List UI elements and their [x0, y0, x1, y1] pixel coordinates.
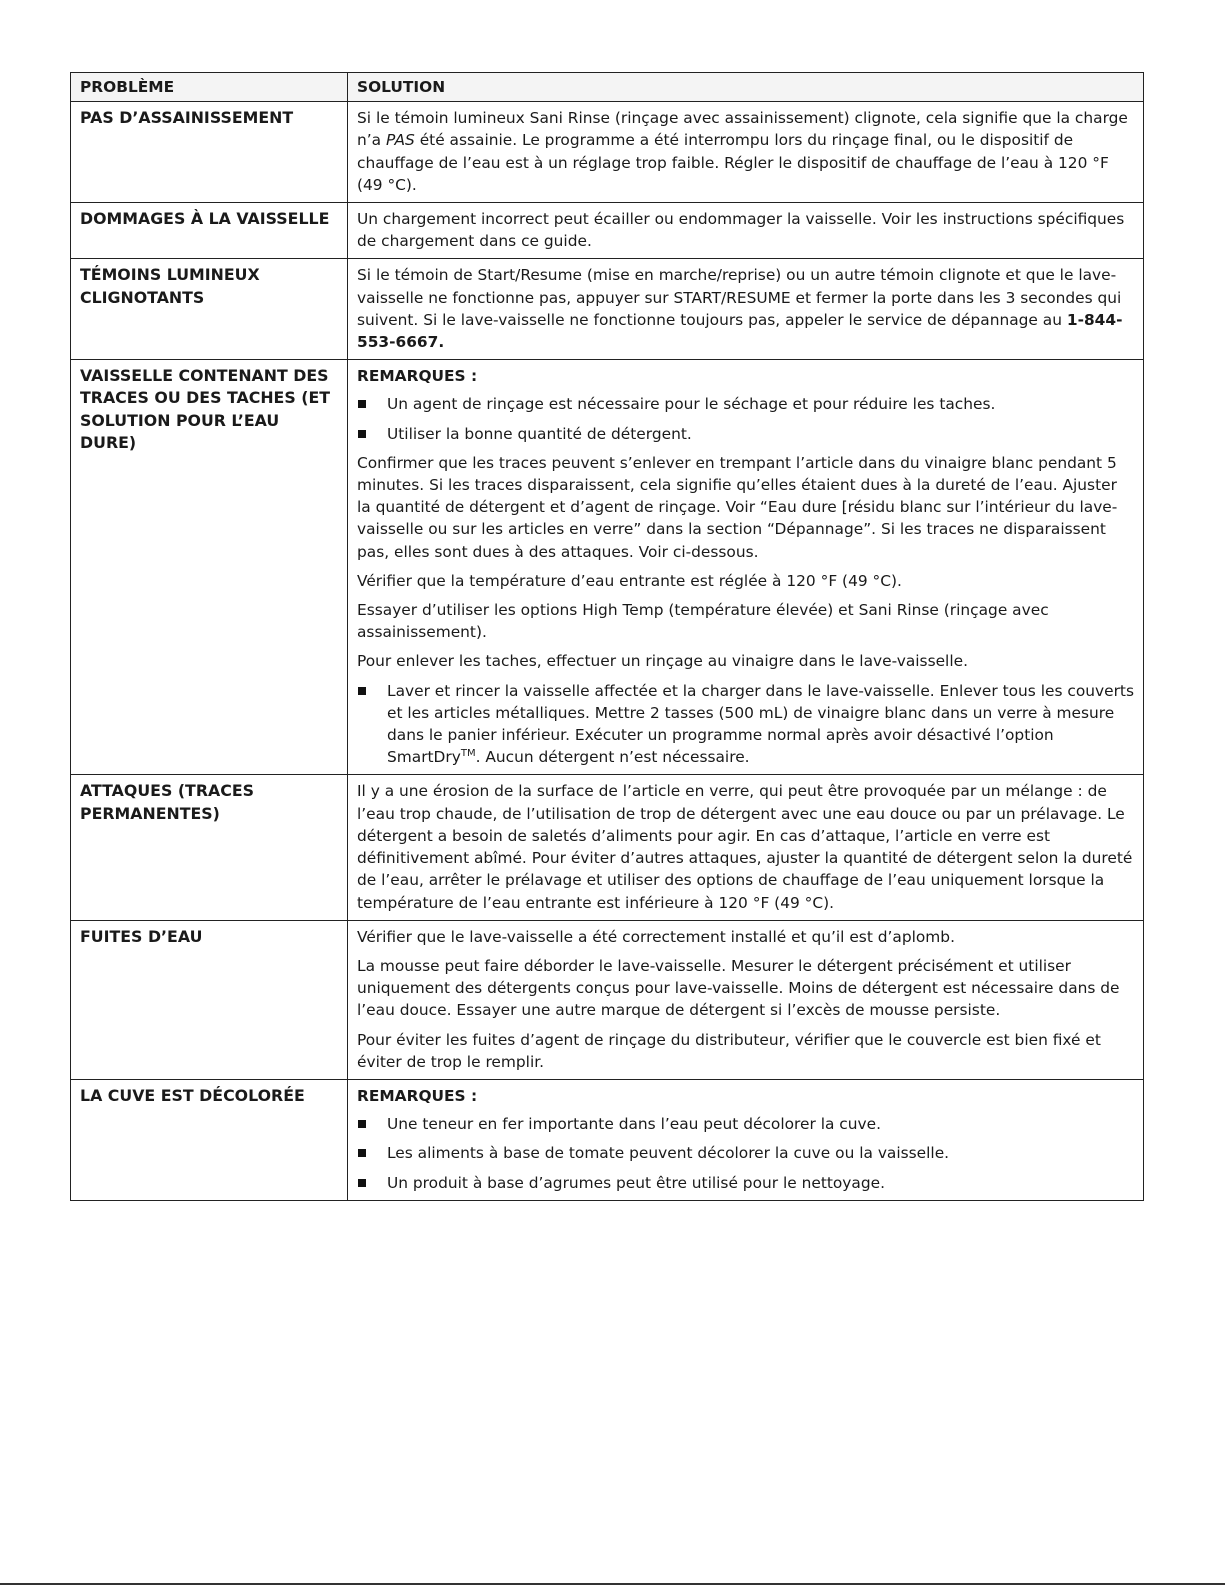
solution-cell — [348, 102, 1144, 203]
list-item — [357, 680, 1134, 769]
solution-paragraph: Essayer d’utiliser les options High Temp (température élevée) et Sani Rinse (rinçage avec assainissement). — [357, 601, 1049, 642]
problem-cell: DOMMAGES À LA VAISSELLE — [71, 203, 348, 259]
problem-cell: VAISSELLE CONTENANT DES TRACES OU DES TACHES (ET SOLUTION POUR L’EAU DURE) — [71, 360, 348, 775]
steps-list — [357, 680, 1134, 769]
service-phone-number: 1-844-553-6667. — [357, 310, 1123, 352]
list-item — [357, 1113, 1134, 1135]
problem-cell: FUITES D’EAU — [71, 920, 348, 1079]
solution-text: Il y a une érosion de la surface de l’article en verre, qui peut être provoquée par un mélange : de l’eau trop chaude, de l’utilisation de trop de détergent avec une eau douce ou par un prélavage. Le détergent a besoin de saletés d’aliments pour agir. En cas d’attaque, l’article en verre est définitivement abîmé. Pour éviter d’autres attaques, ajuster la quantité de détergent selon la dureté de l’eau, arrêter le prélavage et utiliser des options de chauffage de l’eau uniquement lorsque la température de l’eau entrante est inférieure à 120 °F (49 °C). — [357, 782, 1133, 912]
problem-cell: PAS D’ASSAINISSEMENT — [71, 102, 348, 203]
problem-cell: LA CUVE EST DÉCOLORÉE — [71, 1079, 348, 1200]
solution-text-part: Si le témoin lumineux Sani Rinse (rinçage avec assainissement) clignote, cela signifie que la charge n’a — [357, 109, 1128, 150]
list-item — [357, 1172, 1134, 1194]
solution-text-part: Si le témoin de Start/Resume (mise en marche/reprise) ou un autre témoin clignote et que le lave-vaisselle ne fonctionne pas, appuyer sur START/RESUME et fermer la porte dans les 3 secondes qui suivent. Si le lave-vaisselle ne fonctionne toujours pas, appeler le service de dépannage au — [357, 266, 1122, 329]
list-item-text: Utiliser la bonne quantité de détergent. — [387, 424, 692, 443]
solution-text — [357, 107, 1134, 196]
table-row — [71, 775, 1144, 920]
solution-paragraph: Pour éviter les fuites d’agent de rinçage du distributeur, vérifier que le couvercle est bien fixé et éviter de trop le remplir. — [357, 1030, 1101, 1071]
table-row — [71, 259, 1144, 360]
list-item-text: Un agent de rinçage est nécessaire pour le séchage et pour réduire les taches. — [387, 395, 996, 414]
table-row — [71, 102, 1144, 203]
list-item-text: Laver et rincer la vaisselle affectée et la charger dans le lave-vaisselle. Enlever tous les couverts et les articles métalliques. Mettre 2 tasses (500 mL) de vinaigre blanc dans un verre à mesure dans le panier inférieur. Exécuter un programme normal après avoir désactivé l’option SmartDry — [387, 681, 1134, 767]
square-bullet-icon — [358, 687, 366, 695]
solution-cell — [348, 360, 1144, 775]
solution-cell — [348, 259, 1144, 360]
solution-cell — [348, 203, 1144, 259]
notes-list — [357, 393, 1134, 444]
solution-text: Un chargement incorrect peut écailler ou endommager la vaisselle. Voir les instructions spécifiques de chargement dans ce guide. — [357, 210, 1125, 251]
list-item-text: Un produit à base d’agrumes peut être utilisé pour le nettoyage. — [387, 1173, 885, 1192]
solution-paragraph: Vérifier que le lave-vaisselle a été correctement installé et qu’il est d’aplomb. — [357, 927, 955, 946]
square-bullet-icon — [358, 1120, 366, 1128]
problem-column-header: PROBLÈME — [71, 73, 348, 102]
list-item-text: Une teneur en fer importante dans l’eau peut décolorer la cuve. — [387, 1115, 881, 1134]
solution-column-header: SOLUTION — [348, 73, 1144, 102]
solution-paragraph: Vérifier que la température d’eau entrante est réglée à 120 °F (49 °C). — [357, 571, 902, 590]
notes-label: REMARQUES : — [357, 367, 478, 386]
solution-cell — [348, 775, 1144, 920]
square-bullet-icon — [358, 1179, 366, 1187]
notes-label: REMARQUES : — [357, 1086, 478, 1105]
solution-text-part: été assainie. Le programme a été interrompu lors du rinçage final, ou le dispositif de chauffage de l’eau est à un réglage trop faible. Régler le dispositif de chauffage de l’eau à 120 °F (49 °C). — [357, 131, 1109, 194]
problem-cell: TÉMOINS LUMINEUX CLIGNOTANTS — [71, 259, 348, 360]
solution-paragraph: Pour enlever les taches, effectuer un rinçage au vinaigre dans le lave-vaisselle. — [357, 652, 968, 671]
table-row — [71, 360, 1144, 775]
solution-cell — [348, 920, 1144, 1079]
list-item-text: Les aliments à base de tomate peuvent décolorer la cuve ou la vaisselle. — [387, 1144, 950, 1163]
solution-cell — [348, 1079, 1144, 1200]
emphasis-text: PAS — [385, 131, 415, 150]
table-row — [71, 203, 1144, 259]
list-item — [357, 1142, 1134, 1164]
trademark-mark: TM — [460, 748, 476, 760]
list-item-text: . Aucun détergent n’est nécessaire. — [475, 748, 750, 767]
table-row — [71, 920, 1144, 1079]
notes-list — [357, 1113, 1134, 1194]
solution-text — [357, 264, 1134, 353]
square-bullet-icon — [358, 1149, 366, 1157]
square-bullet-icon — [358, 430, 366, 438]
troubleshooting-table — [70, 72, 1144, 1201]
list-item — [357, 423, 1134, 445]
list-item — [357, 393, 1134, 415]
table-row — [71, 1079, 1144, 1200]
solution-paragraph: La mousse peut faire déborder le lave-vaisselle. Mesurer le détergent précisément et utiliser uniquement des détergents conçus pour lave-vaisselle. Moins de détergent est nécessaire dans de l’eau douce. Essayer une autre marque de détergent si l’excès de mousse persiste. — [357, 956, 1120, 1020]
table-header-row — [71, 73, 1144, 102]
solution-paragraph: Confirmer que les traces peuvent s’enlever en trempant l’article dans du vinaigre blanc pendant 5 minutes. Si les traces disparaissent, cela signifie qu’elles étaient dues à la dureté de l’eau. Ajuster la quantité de détergent et d’agent de rinçage. Voir “Eau dure [résidu blanc sur l’intérieur du lave-vaisselle ou sur les articles en verre” dans la section “Dépannage”. Si les traces ne disparaissent pas, elles sont dues à des attaques. Voir ci-dessous. — [357, 453, 1118, 561]
problem-cell: ATTAQUES (TRACES PERMANENTES) — [71, 775, 348, 920]
square-bullet-icon — [358, 400, 366, 408]
